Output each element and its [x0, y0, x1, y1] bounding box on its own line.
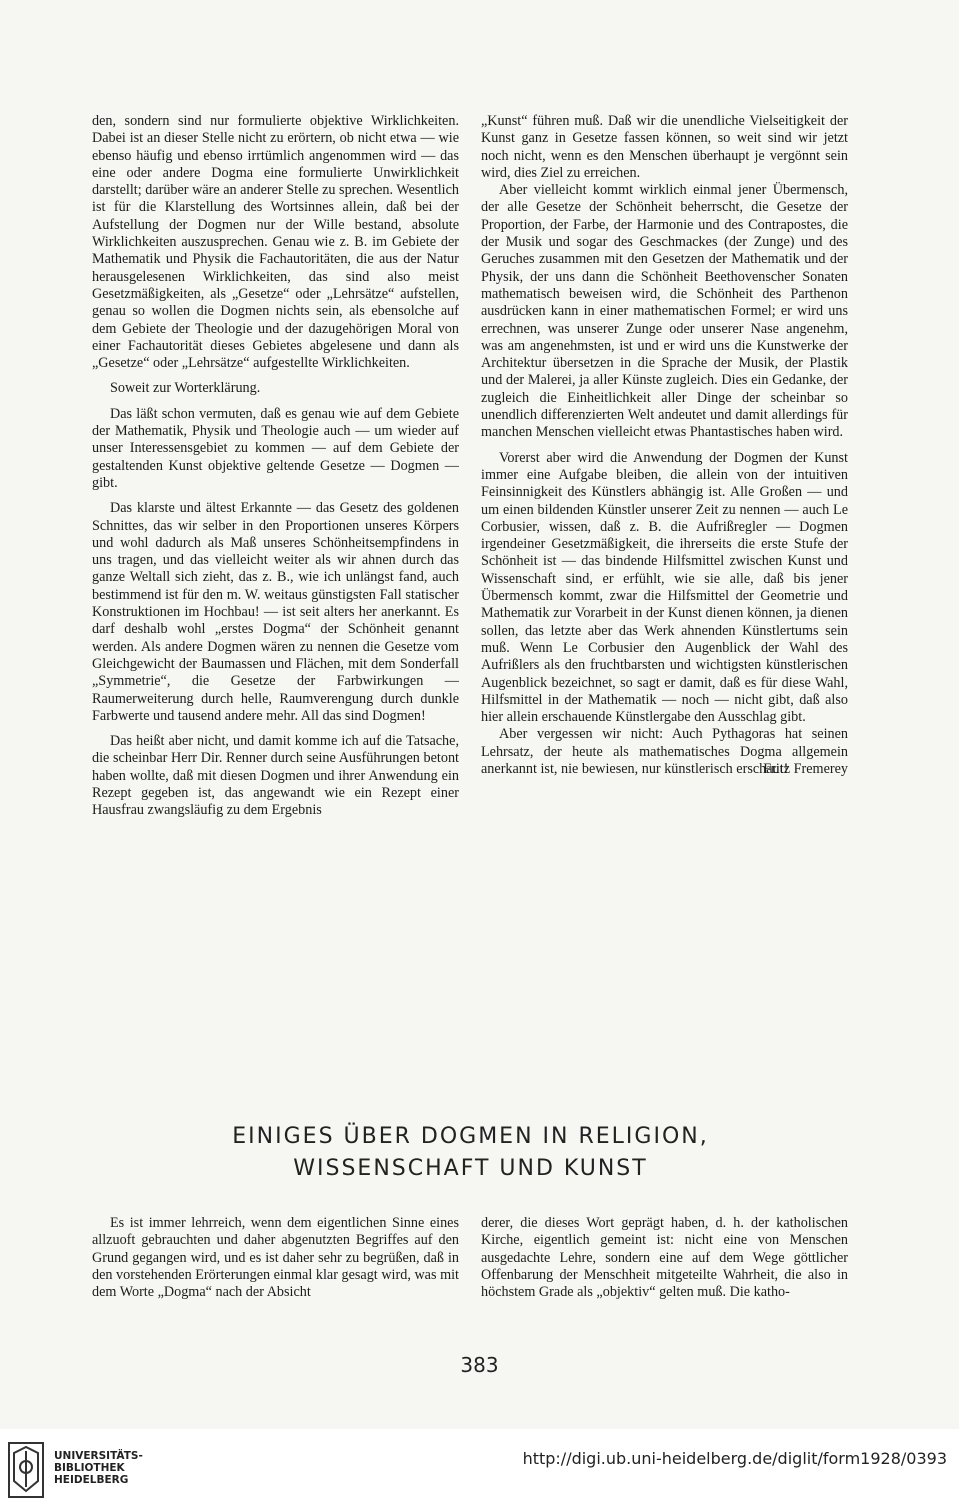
paragraph: Es ist immer lehrreich, wenn dem eigentlichen Sinne eines allzuoft gebrauchten und daher abgenutzten Begriffes auf den Grund gegangen wird, und es ist daher sehr zu begrüßen, daß in den vorstehenden Erörterungen einmal klar gesagt wird, was mit dem Worte „Dogma“ nach der Absicht	[92, 1215, 459, 1301]
source-url-link[interactable]: http://digi.ub.uni-heidelberg.de/diglit/form1928/0393	[522, 1449, 947, 1468]
paragraph: derer, die dieses Wort geprägt haben, d. h. der katholischen Kirche, eigentlich gemeint ist: nicht eine von Menschen ausgedachte Lehre, sondern eine auf dem Wege göttlicher Offenbarung der Menschheit mitgeteilte Wahrheit, die also in höchstem Grade als „objektiv“ gelten muß. Die katho-	[481, 1215, 848, 1301]
article1-right-column	[481, 113, 848, 779]
paragraph: „Kunst“ führen muß. Daß wir die unendliche Vielseitigkeit der Kunst ganz in Gesetze fassen können, so weit sind wir jetzt noch nicht, wenn es den Menschen überhaupt je vergönnt sein wird, dies Ziel zu erreichen.	[481, 113, 848, 181]
article1-left-column	[92, 113, 459, 820]
article2-left-column	[92, 1215, 459, 1301]
paragraph: Vorerst aber wird die Anwendung der Dogmen der Kunst immer eine Aufgabe bleiben, die allein von der intuitiven Feinsinnigkeit des Künstlers abhängig ist. Alle Großen — und um einen bildenden Künstler unserer Zeit zu nennen — auch Le Corbusier, wissen, daß z. B. die Aufrißregler — Dogmen irgendeiner Gesetzmäßigkeit, die ihrerseits die erste Stufe der Schönheit ist — das bindende Hilfsmittel zwischen Kunst und Wissenschaft sind, er erfühlt, wie sie alle, daß bis jener Übermensch kommt, zwar die Hilfsmittel der Geometrie und Mathematik zur Vorarbeit in der Kunst dienen können, ja dienen sollen, das letzte aber das Werk ahnenden Künstlertums sein muß. Wenn Le Corbusier den Augenblick der Wahl des Aufrißlers als den fruchtbarsten und wichtigsten künstlerischen Augenblick bezeichnet, so sagt er damit, daß es für diese Wahl, Hilfsmittel in der Mathematik — noch — nicht gibt, daß also hier allein erschauende Künstlergabe den Ausschlag gibt.	[481, 449, 848, 726]
paragraph: Aber vielleicht kommt wirklich einmal jener Übermensch, der alle Gesetze der Schönheit beherrscht, die Gesetze der Proportion, der Farbe, der Harmonie und des Contrapostes, die der Musik und sogar des Geschmackes (der Zunge) und des Geruches zusammen mit den Gesetzen der Mathematik und der Physik, der uns dann die Schönheit Beethovenscher Sonaten mathematisch beweisen wird, die Schönheit des Parthenon ausdrücken kann in einer mathematischen Formel; er wird uns errechnen, was unserer Zunge oder unserer Nase angenehm, was am angenehmsten, ist und er wird uns die Kunstwerke der Architektur übersetzen in die Sprache der Musik, der Plastik und der Malerei, ja aller Künste zugleich. Dies ein Gedanke, der zugleich die Einheitlichkeit aller Dinge der scheinbar so unendlich differenzierten Welt andeutet und damit allerdings für manchen Menschen vielleicht etwas Phantastisches haben wird.	[481, 182, 848, 441]
author-signature: Fritz Fremerey	[763, 761, 848, 778]
paragraph: Das heißt aber nicht, und damit komme ich auf die Tatsache, die scheinbar Herr Dir. Renner durch seine Ausführungen betont haben wollte, daß mit diesen Dogmen und ihrer Anwendung ein Rezept gegeben ist, das angewandt wie ein Rezept einer Hausfrau zwangsläufig zu dem Ergebnis	[92, 733, 459, 819]
footer-bar	[0, 1429, 959, 1507]
article2-right-column	[481, 1215, 848, 1301]
paragraph: den, sondern sind nur formulierte objektive Wirklichkeiten. Dabei ist an dieser Stelle nicht zu erörtern, ob nicht etwa — wie ebenso häufig und ebenso irrtümlich angenommen wird — das eine oder andere Dogma eine formulierte Unwirklichkeit darstellt; darüber wäre an anderer Stelle zu sprechen. Wesentlich ist für die Klarstellung des Wortsinnes allein, daß bei der Aufstellung der Dogmen nur der Wille bestand, absolute Wirklichkeiten auszusprechen. Genau wie z. B. im Gebiete der Mathematik und Physik die Fachautoritäten, die aus der Natur herausgelesenen Wirklichkeiten, das sind also meist Gesetzmäßigkeiten, als „Gesetze“ oder „Lehrsätze“ aufstellen, genau so wollen die Dogmen nichts sein, als ebensolche auf dem Gebiete der Theologie und der dazugehörigen Moral von einer Fachautorität dieses Gebietes abgelesene und dann als „Gesetze“ oder „Lehrsätze“ aufgestellte Wirklichkeiten.	[92, 113, 459, 372]
paragraph: Das läßt schon vermuten, daß es genau wie auf dem Gebiete der Mathematik, Physik und Theologie auch — um wieder auf unser Interessensgebiet zu kommen — auf dem Gebiete der gestaltenden Kunst objektive geltende Gesetze — Dogmen — gibt.	[92, 405, 459, 491]
title-line-1: EINIGES ÜBER DOGMEN IN RELIGION,	[232, 1124, 709, 1149]
page-number: 383	[460, 1353, 499, 1377]
library-name: UNIVERSITÄTS- BIBLIOTHEK HEIDELBERG	[54, 1450, 143, 1486]
paragraph: Das klarste und ältest Erkannte — das Gesetz des goldenen Schnittes, das wir selber in den Proportionen unseres Körpers und wohl dadurch als Maß unseres Schönheitsempfindens in uns tragen, und das vielleicht weiter als wir ahnen durch das ganze Weltall sich zieht, das z. B., wie ich unlängst fand, auch bestimmend ist für den m. W. weitaus günstigsten Fall statischer Konstruktionen im Hochbau! — ist seit alters her anerkannt. Es darf deshalb wohl „erstes Dogma“ der Schönheit genannt werden. Als andere Dogmen wären zu nennen die Gesetze vom Gleichgewicht der Baumassen und Flächen, mit dem Sonderfall „Symmetrie“, die Gesetze der Farbwirkungen — Raumerweiterung durch helle, Raumverengung durch dunkle Farbwerte und tausend andere mehr. All das sind Dogmen!	[92, 500, 459, 724]
paragraph: Soweit zur Worterklärung.	[110, 380, 261, 397]
article-title	[92, 1121, 849, 1185]
library-seal-icon	[6, 1441, 46, 1499]
title-line-2: WISSENSCHAFT UND KUNST	[293, 1156, 648, 1181]
paragraph: Aber vergessen wir nicht: Auch Pythagoras hat seinen Lehrsatz, der heute als mathematisches Dogma allgemein anerkannt ist, nie bewiesen, nur künstlerisch erschaut!	[481, 726, 848, 777]
